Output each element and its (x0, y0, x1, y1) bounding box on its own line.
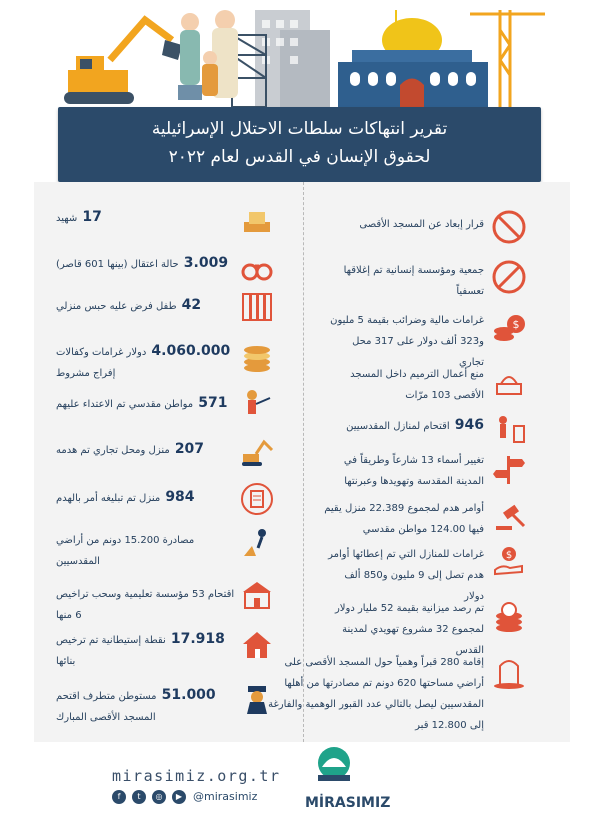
grave-icon (492, 656, 526, 690)
stat-r4-text: منع أعمال الترميم داخل المسجد الأقصى 103 مرّات (350, 369, 484, 401)
hero-illustration (0, 0, 600, 112)
dome-mosque-icon (492, 366, 526, 400)
stat-l3 (56, 294, 236, 315)
stat-r9-text: تم رصد ميزانية بقيمة 52 مليار دولار لمجموع 32 مشروع تهويدي لمدينة القدس (334, 603, 484, 656)
prison-bars-icon (240, 290, 274, 324)
stat-l4-number: 4.060.000 (151, 343, 231, 359)
stat-r5-text: اقتحام لمنازل المقدسيين (346, 421, 450, 432)
stat-l11 (56, 684, 236, 726)
excavator-icon (240, 434, 274, 468)
coins-dollar-icon (492, 310, 526, 344)
stat-r7 (324, 496, 484, 538)
stat-r5-number: 946 (454, 417, 484, 433)
svg-text:$: $ (505, 550, 513, 561)
stat-r8-text: غرامات للمنازل التي تم إعطائها أوامر هدم تصل إلى 9 مليون و850 ألف دولار (328, 549, 484, 602)
stat-l2-number: 3.009 (183, 255, 229, 271)
stat-l1 (56, 206, 206, 227)
stat-l5-text: مواطن مقدسي تم الاعتداء عليهم (56, 399, 194, 410)
stat-l7-number: 984 (165, 489, 195, 505)
stat-l9-text: اقتحام 53 مؤسسة تعليمية وسحب تراخيص 6 منها (56, 589, 235, 621)
stat-l11-number: 51.000 (161, 687, 216, 703)
stat-l9 (56, 582, 236, 624)
stat-l10-number: 17.918 (170, 631, 225, 647)
stat-r4 (334, 362, 484, 404)
mirasimiz-logo-text: MİRASIMIZ (305, 795, 391, 811)
stat-l6-text: منزل ومحل تجاري تم هدمه (56, 445, 170, 456)
handcuffs-icon (240, 252, 274, 286)
stat-r6 (324, 448, 484, 490)
instagram-icon[interactable]: ◎ (152, 790, 166, 804)
land-confiscation-icon (240, 526, 274, 560)
soldier-attack-icon (240, 388, 274, 422)
stat-l1-text: شهيد (56, 213, 78, 224)
stat-l2 (56, 252, 236, 273)
school-building-icon (240, 578, 274, 612)
stat-r1-text: قرار إبعاد عن المسجد الأقصى (359, 219, 484, 230)
stat-l11-text: مستوطن متطرف اقتحم المسجد الأقصى المبارك (56, 691, 157, 723)
settler-icon (240, 682, 274, 716)
stat-l3-number: 42 (181, 297, 202, 313)
stat-l8-text: مصادرة 15.200 دونم من أراضي المقدسيين (56, 535, 195, 567)
stat-l10-text: نقطة إستيطانية تم ترخيص بنائها (56, 635, 166, 667)
social-handle[interactable]: @mirasimiz (193, 790, 258, 803)
stat-r10 (266, 650, 484, 734)
stat-l5 (56, 392, 236, 413)
youtube-icon[interactable]: ▶ (172, 790, 186, 804)
stat-l7-text: منزل تم تبليغه أمر بالهدم (56, 493, 161, 504)
gavel-icon (492, 500, 526, 534)
stat-r7-text: أوامر هدم لمجموع 22.389 منزل يقيم فيها 124.00 مواطن مقدسي (324, 503, 484, 535)
stat-l1-number: 17 (82, 209, 102, 225)
stat-r2-text: جمعية ومؤسسة إنسانية تم إغلاقها تعسفياً (343, 265, 484, 297)
twitter-icon[interactable]: t (132, 790, 146, 804)
svg-text:$: $ (512, 318, 520, 331)
stat-l8 (56, 528, 236, 570)
stat-l3-text: طفل فرض عليه حبس منزلي (56, 301, 177, 312)
stat-r10-text: إقامة 280 قبراً وهمياً حول المسجد الأقصى على أراضي مساحتها 620 دونم تم مصادرتها من أهلها المقدسيين ليصل بالتالي عدد القبور الوهمية والفارغة إلى 12.800 قبر (268, 657, 484, 731)
report-title-line2: لحقوق الإنسان في القدس لعام ٢٠٢٢ (168, 147, 431, 167)
hand-dollar-icon (492, 544, 526, 578)
prohibited-icon (492, 260, 526, 294)
stat-r1 (334, 212, 484, 233)
mirasimiz-logo-mark (314, 745, 354, 791)
settlement-house-icon (240, 628, 274, 662)
stat-l4 (56, 340, 236, 382)
coin-stack-icon (492, 600, 526, 634)
stat-r3-text: غرامات مالية وضرائب بقيمة 5 مليون و323 ألف دولار على 317 محل تجاري (330, 315, 484, 368)
stat-r2 (334, 258, 484, 300)
statistics-panel (34, 182, 570, 742)
stat-r5 (334, 414, 484, 435)
coins-icon (240, 340, 274, 374)
martyr-coffin-icon (240, 204, 274, 238)
report-title-banner (58, 107, 541, 182)
facebook-icon[interactable]: f (112, 790, 126, 804)
document-notice-icon (240, 482, 274, 516)
stat-l6 (56, 438, 236, 459)
signpost-icon (492, 452, 526, 486)
stat-l6-number: 207 (174, 441, 205, 457)
stat-l10 (56, 628, 236, 670)
stat-l7 (56, 486, 236, 507)
stat-l4-text: دولار غرامات وكفالات إفراج مشروط (56, 347, 147, 379)
home-raid-icon (492, 412, 526, 446)
stat-r6-text: تغيير أسماء 13 شارعاً وطريقاً في المدينة المقدسة وتهويدها وعبرنتها (343, 455, 484, 487)
stat-l2-text: حالة اعتقال (بينها 601 قاصر) (56, 259, 179, 270)
website-url[interactable]: mirasimiz.org.tr (112, 767, 281, 785)
report-title-line1: تقرير انتهاكات سلطات الاحتلال الإسرائيلية (151, 119, 448, 139)
no-entry-mosque-icon (492, 210, 526, 244)
stat-l5-number: 571 (198, 395, 228, 411)
